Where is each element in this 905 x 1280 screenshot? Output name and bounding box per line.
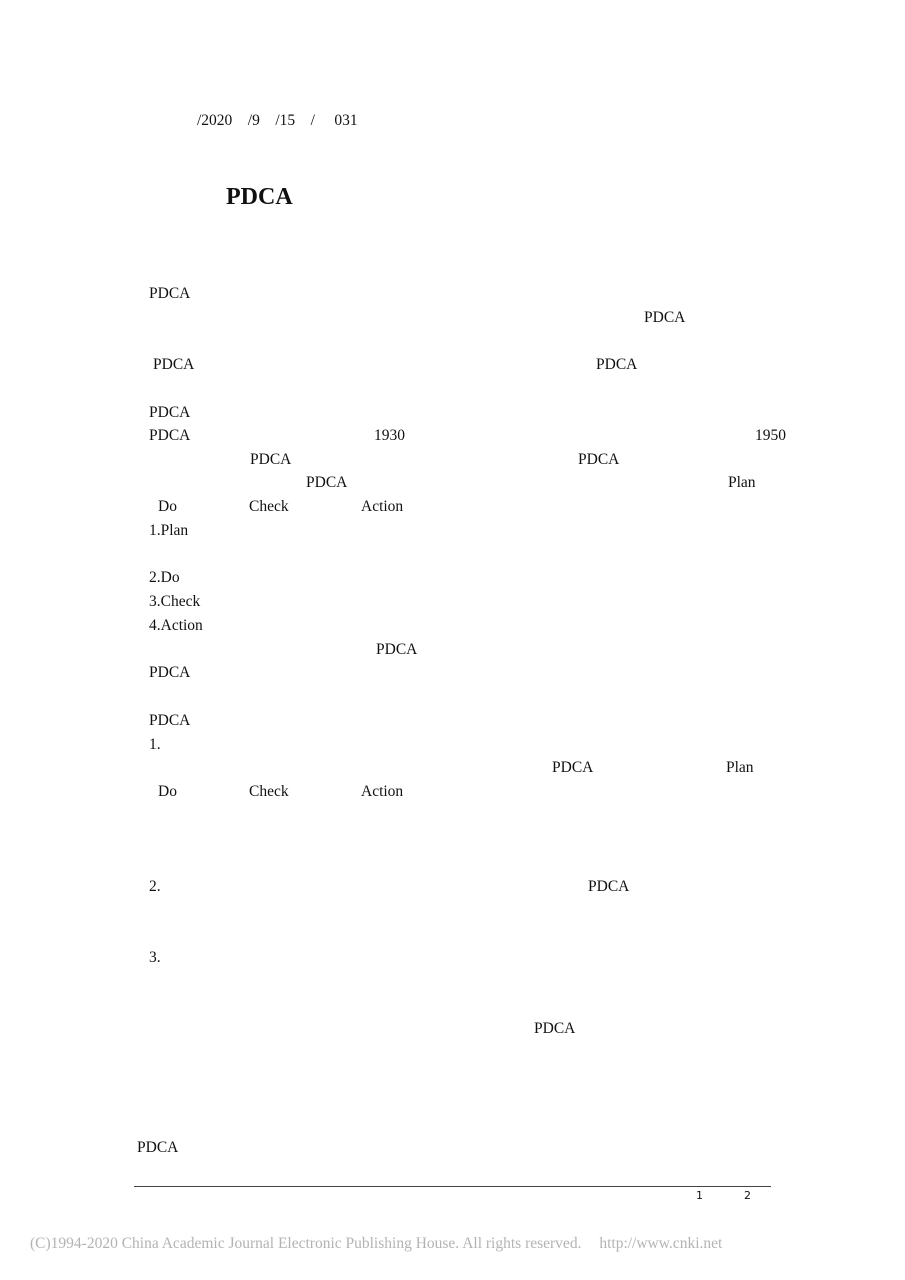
step-heading: 3.Check [149,593,201,610]
body-text: Check [249,498,289,515]
journal-header: /2020 /9 /15 / 031 [197,112,358,129]
section-heading: PDCA [149,712,191,729]
body-text: 1950 [755,427,786,444]
body-text: PDCA [376,641,418,658]
body-text: PDCA [596,356,638,373]
section-heading: PDCA [149,404,191,421]
body-text: PDCA [149,427,191,444]
body-text: PDCA [149,664,191,681]
list-item-number: 1. [149,736,161,753]
body-text: PDCA [306,474,348,491]
body-text: PDCA [137,1139,179,1156]
step-heading: 2.Do [149,569,180,586]
page-number: 2 [744,1189,751,1202]
body-text: Action [361,498,404,515]
copyright-text: (C)1994-2020 China Academic Journal Electronic Publishing House. All rights reserved. [30,1235,582,1252]
list-item-number: 3. [149,949,161,966]
body-text: PDCA [149,285,191,302]
step-heading: 1.Plan [149,522,189,539]
body-text: PDCA [552,759,594,776]
body-text: PDCA [578,451,620,468]
body-text: PDCA [153,356,195,373]
body-text: Do [158,498,177,515]
page-number: 1 [696,1189,703,1202]
body-text: Plan [728,474,756,491]
body-text: PDCA [588,878,630,895]
body-text: PDCA [644,309,686,326]
body-text: PDCA [250,451,292,468]
body-text: Do [158,783,177,800]
cnki-link[interactable]: http://www.cnki.net [599,1235,723,1252]
list-item-number: 2. [149,878,161,895]
body-text: Plan [726,759,754,776]
copyright-footer [30,1235,722,1253]
body-text: Check [249,783,289,800]
body-text: 1930 [374,427,405,444]
step-heading: 4.Action [149,617,203,634]
body-text: Action [361,783,404,800]
footnote-rule [134,1186,771,1187]
body-text: PDCA [534,1020,576,1037]
article-title: PDCA [226,184,293,210]
